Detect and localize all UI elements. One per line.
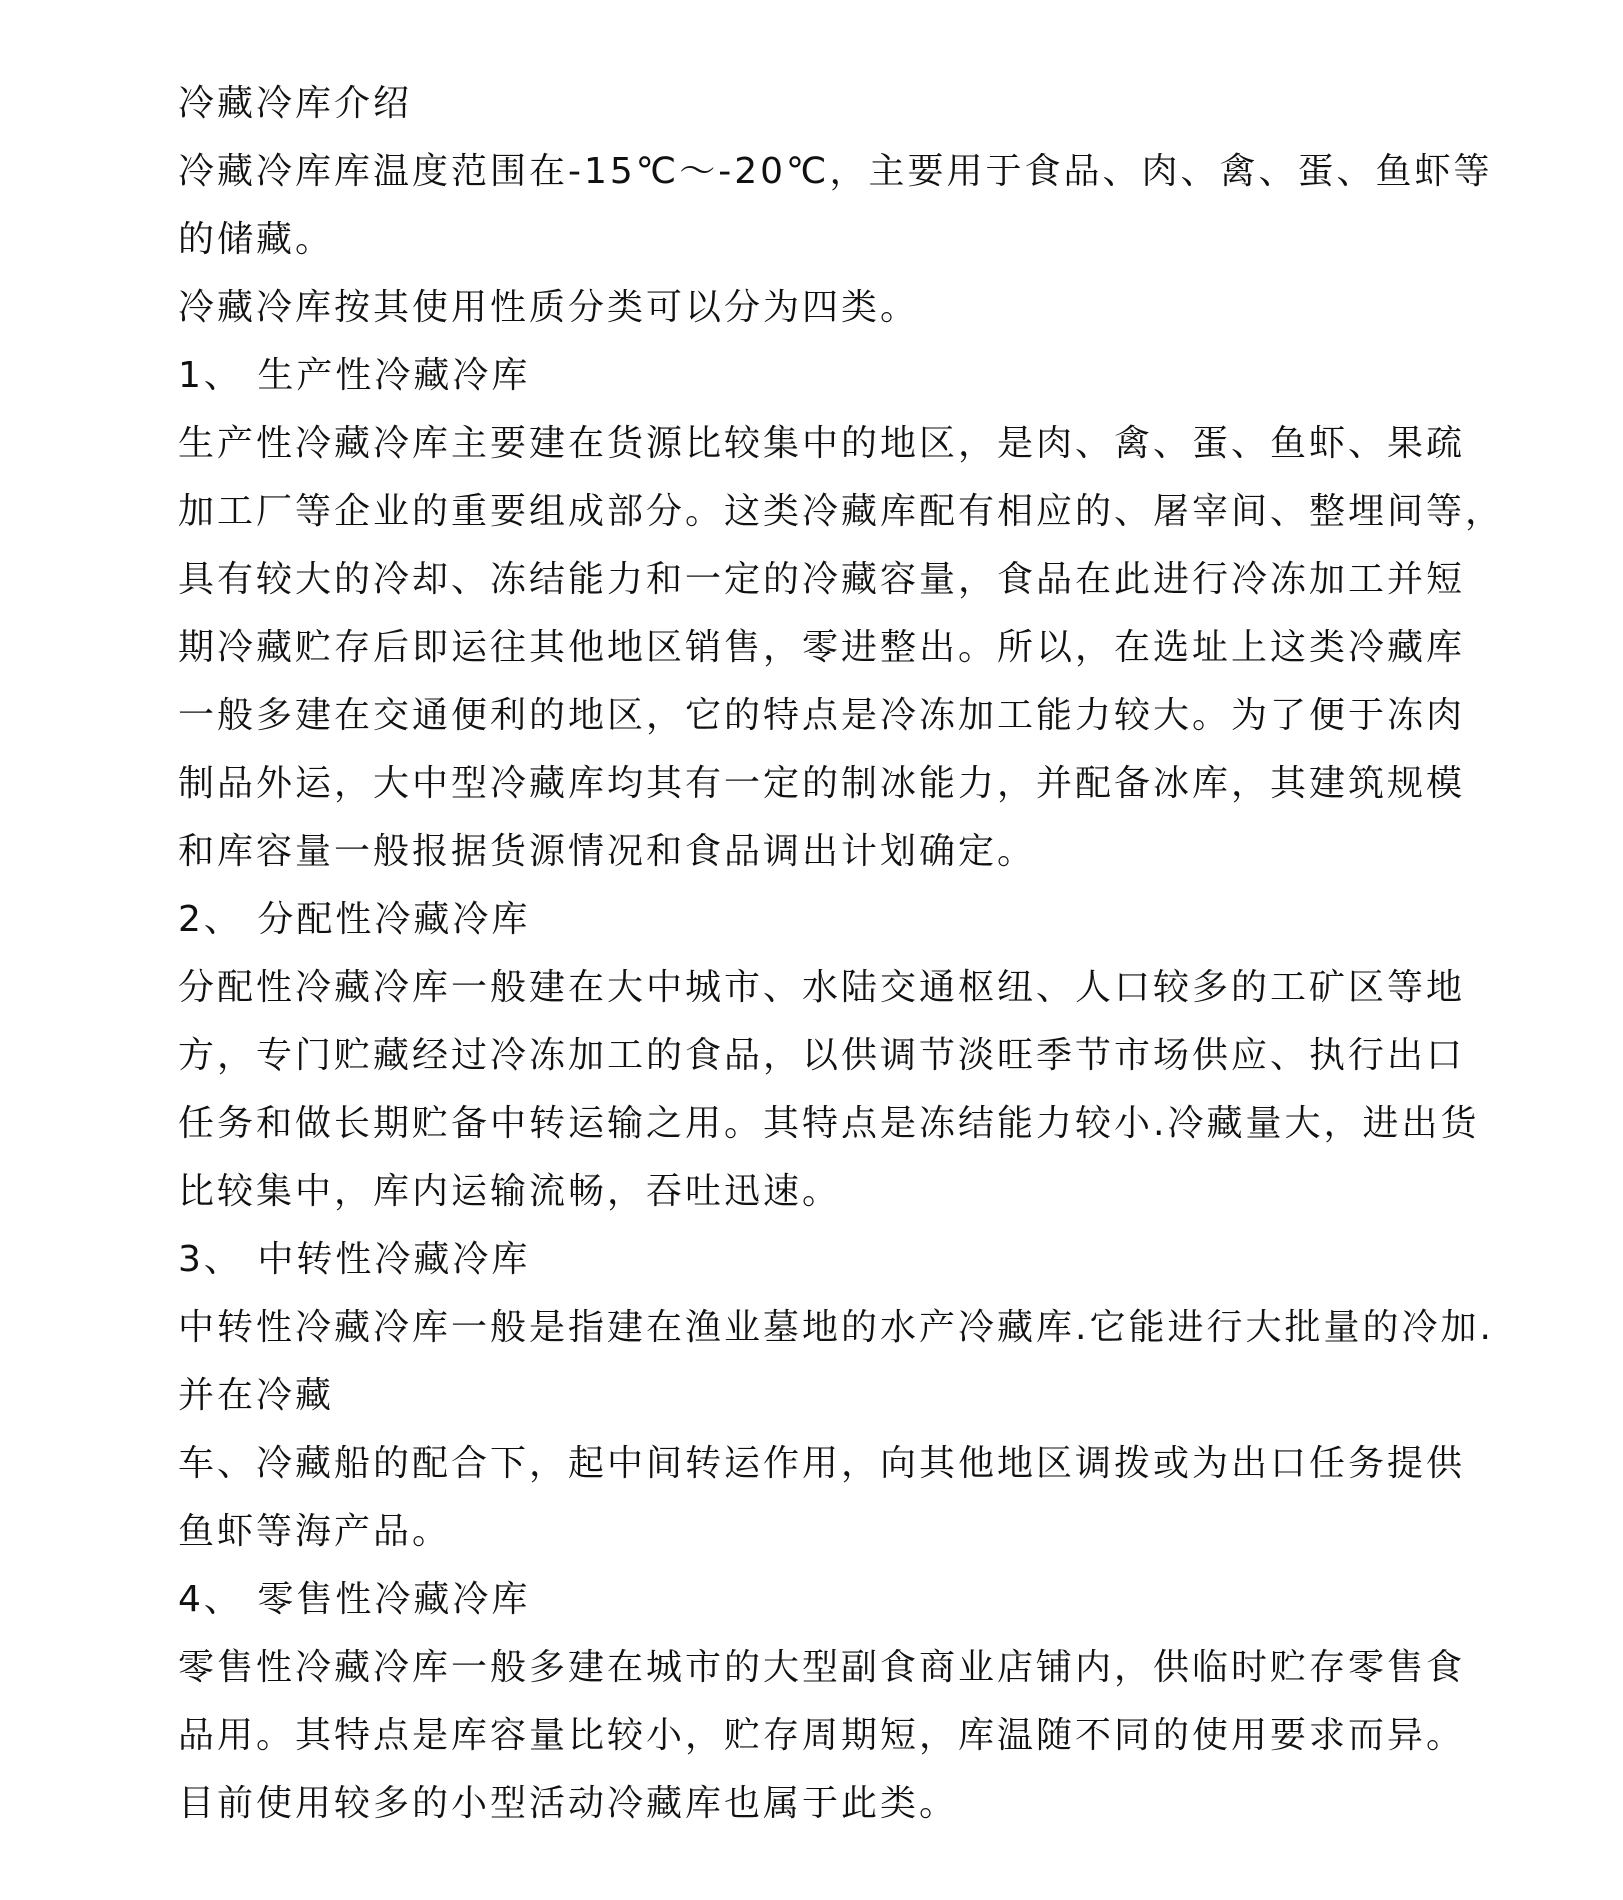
section-text-line: 车、冷藏船的配合下，起中间转运作用，向其他地区调拨或为出口任务提供 <box>178 1443 1466 1484</box>
section-text-line: 生产性冷藏冷库主要建在货源比较集中的地区，是肉、禽、蛋、鱼虾、果疏 <box>178 423 1466 464</box>
section-text-line: 期冷藏贮存后即运往其他地区销售，零进整出。所以，在选址上这类冷藏库 <box>178 627 1466 668</box>
section-text-line: 具有较大的冷却、冻结能力和一定的冷藏容量，食品在此进行冷冻加工并短 <box>178 559 1466 600</box>
section-text-line: 任务和做长期贮备中转运输之用。其特点是冻结能力较小.冷藏量大，进出货 <box>178 1103 1480 1144</box>
section-text-line: 品用。其特点是库容量比较小，贮存周期短，库温随不同的使用要求而异。 <box>178 1715 1466 1756</box>
section-text-line: 鱼虾等海产品。 <box>178 1511 452 1552</box>
intro-line-1: 冷藏冷库库温度范围在-15℃～-20℃，主要用于食品、肉、禽、蛋、鱼虾等 <box>178 151 1493 192</box>
section-heading-distribution: 2、 分配性冷藏冷库 <box>178 899 531 940</box>
section-text-line: 分配性冷藏冷库一般建在大中城市、水陆交通枢纽、人口较多的工矿区等地 <box>178 967 1466 1008</box>
section-text-line: 零售性冷藏冷库一般多建在城市的大型副食商业店铺内，供临时贮存零售食 <box>178 1647 1466 1688</box>
section-heading-retail: 4、 零售性冷藏冷库 <box>178 1579 531 1620</box>
section-text-line: 一般多建在交通便利的地区，它的特点是冷冻加工能力较大。为了便于冻肉 <box>178 695 1466 736</box>
document-title: 冷藏冷库介绍 <box>178 83 413 124</box>
section-text-line: 中转性冷藏冷库一般是指建在渔业墓地的水产冷藏库.它能进行大批量的冷加. <box>178 1307 1494 1348</box>
intro-line-2: 的储藏。 <box>178 219 335 260</box>
section-text-line: 加工厂等企业的重要组成部分。这类冷藏库配有相应的、屠宰间、整埋间等， <box>178 491 1505 532</box>
section-text-line: 方，专门贮藏经过冷冻加工的食品，以供调节淡旺季节市场供应、执行出口 <box>178 1035 1466 1076</box>
section-text-line: 和库容量一般报据货源情况和食品调出计划确定。 <box>178 831 1037 872</box>
section-heading-production: 1、 生产性冷藏冷库 <box>178 355 531 396</box>
section-text-line: 制品外运，大中型冷藏库均其有一定的制冰能力，并配备冰库，其建筑规模 <box>178 763 1466 804</box>
classification-sentence: 冷藏冷库按其使用性质分类可以分为四类。 <box>178 287 920 328</box>
section-text-line: 并在冷藏 <box>178 1375 335 1416</box>
section-text-line: 目前使用较多的小型活动冷藏库也属于此类。 <box>178 1783 959 1824</box>
section-text-line: 比较集中，库内运输流畅，吞吐迅速。 <box>178 1171 842 1212</box>
document-page <box>178 70 1505 1838</box>
section-heading-transit: 3、 中转性冷藏冷库 <box>178 1239 531 1280</box>
